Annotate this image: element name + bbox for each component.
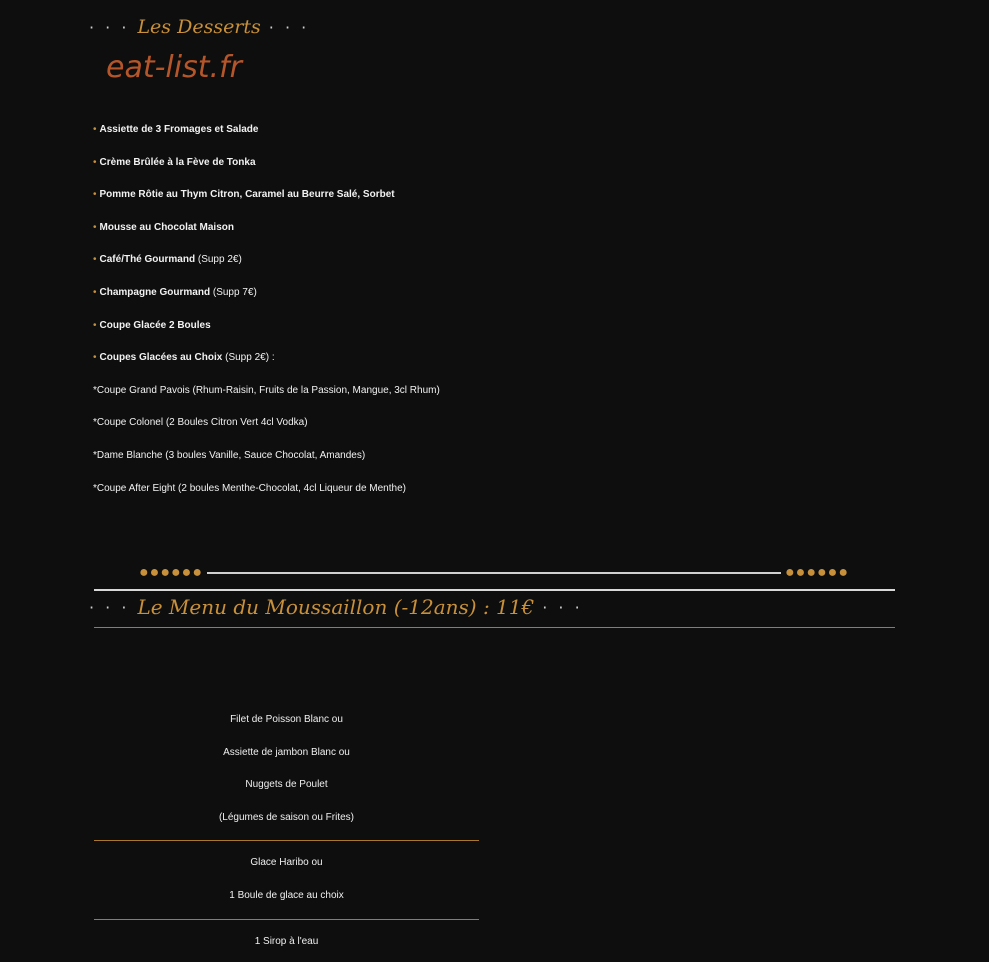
brand-watermark: eat-list.fr [106,50,242,85]
kids-menu-title: Le Menu du Moussaillon (-12ans) : 11€ [137,595,535,619]
coupe-item: *Dame Blanche (3 boules Vanille, Sauce Chocolat, Amandes) [93,449,366,461]
dessert-item [93,348,440,381]
kids-menu-heading [89,592,583,622]
dessert-item [93,185,440,218]
dessert-name: Assiette de 3 Fromages et Salade [99,124,259,135]
kids-dessert-option: Glace Haribo ou [250,857,323,869]
bullet-icon: • [93,189,97,201]
kids-dessert-option: 1 Boule de glace au choix [229,889,344,901]
desserts-heading [89,12,309,42]
heading-dots-left: · · · [89,17,130,37]
divider-line [207,572,781,574]
kids-menu-table [94,706,479,960]
heading-dots-right: · · · [542,597,583,617]
bullet-icon: • [93,254,97,266]
dessert-item [93,120,440,153]
bullet-icon: • [93,319,97,331]
top-rule [94,589,895,591]
dessert-item [93,283,440,316]
bullet-icon: • [93,352,97,364]
heading-underline [94,627,895,628]
bullet-icon: • [93,221,97,233]
kids-drink-option: 1 Sirop à l'eau [254,935,319,947]
bullet-icon: • [93,156,97,168]
kids-main-option: (Légumes de saison ou Frites) [218,811,355,823]
dessert-extra: (Supp 2€) [195,254,242,266]
dessert-item [93,153,440,186]
dessert-name: Pomme Rôtie au Thym Citron, Caramel au Beurre Salé, Sorbet [99,189,395,201]
bullet-icon: • [93,124,97,135]
dessert-name: Mousse au Chocolat Maison [99,221,234,233]
dessert-name: Coupes Glacées au Choix [99,352,223,364]
dessert-name: Champagne Gourmand [99,286,211,298]
coupe-item: *Coupe After Eight (2 boules Menthe-Chocolat, 4cl Liqueur de Menthe) [93,482,406,494]
dessert-extra: (Supp 2€) : [222,352,275,364]
coupe-item: *Coupe Grand Pavois (Rhum-Raisin, Fruits de la Passion, Mangue, 3cl Rhum) [93,384,440,396]
desserts-title: Les Desserts [137,16,261,38]
dessert-extra: (Supp 7€) [210,286,257,298]
kids-main-option: Filet de Poisson Blanc ou [230,714,343,725]
dessert-item [93,218,440,251]
dessert-name: Café/Thé Gourmand [99,254,196,266]
kids-main-option: Assiette de jambon Blanc ou [223,746,350,758]
heading-dots-left: · · · [89,597,130,617]
kids-main-option: Nuggets de Poulet [245,779,328,791]
kids-separator [94,919,479,920]
dessert-name: Coupe Glacée 2 Boules [99,319,211,331]
kids-separator [94,840,479,841]
dessert-item [93,250,440,283]
heading-dots-right: · · · [268,17,310,37]
section-divider-ornament [139,566,849,580]
desserts-list [93,120,440,511]
gold-dots-left: ●●●●●● [139,564,203,581]
bullet-icon: • [93,286,97,298]
coupe-item: *Coupe Colonel (2 Boules Citron Vert 4cl Vodka) [93,417,308,429]
dessert-item [93,316,440,349]
gold-dots-right: ●●●●●● [785,564,849,581]
dessert-name: Crème Brûlée à la Fève de Tonka [99,156,256,168]
